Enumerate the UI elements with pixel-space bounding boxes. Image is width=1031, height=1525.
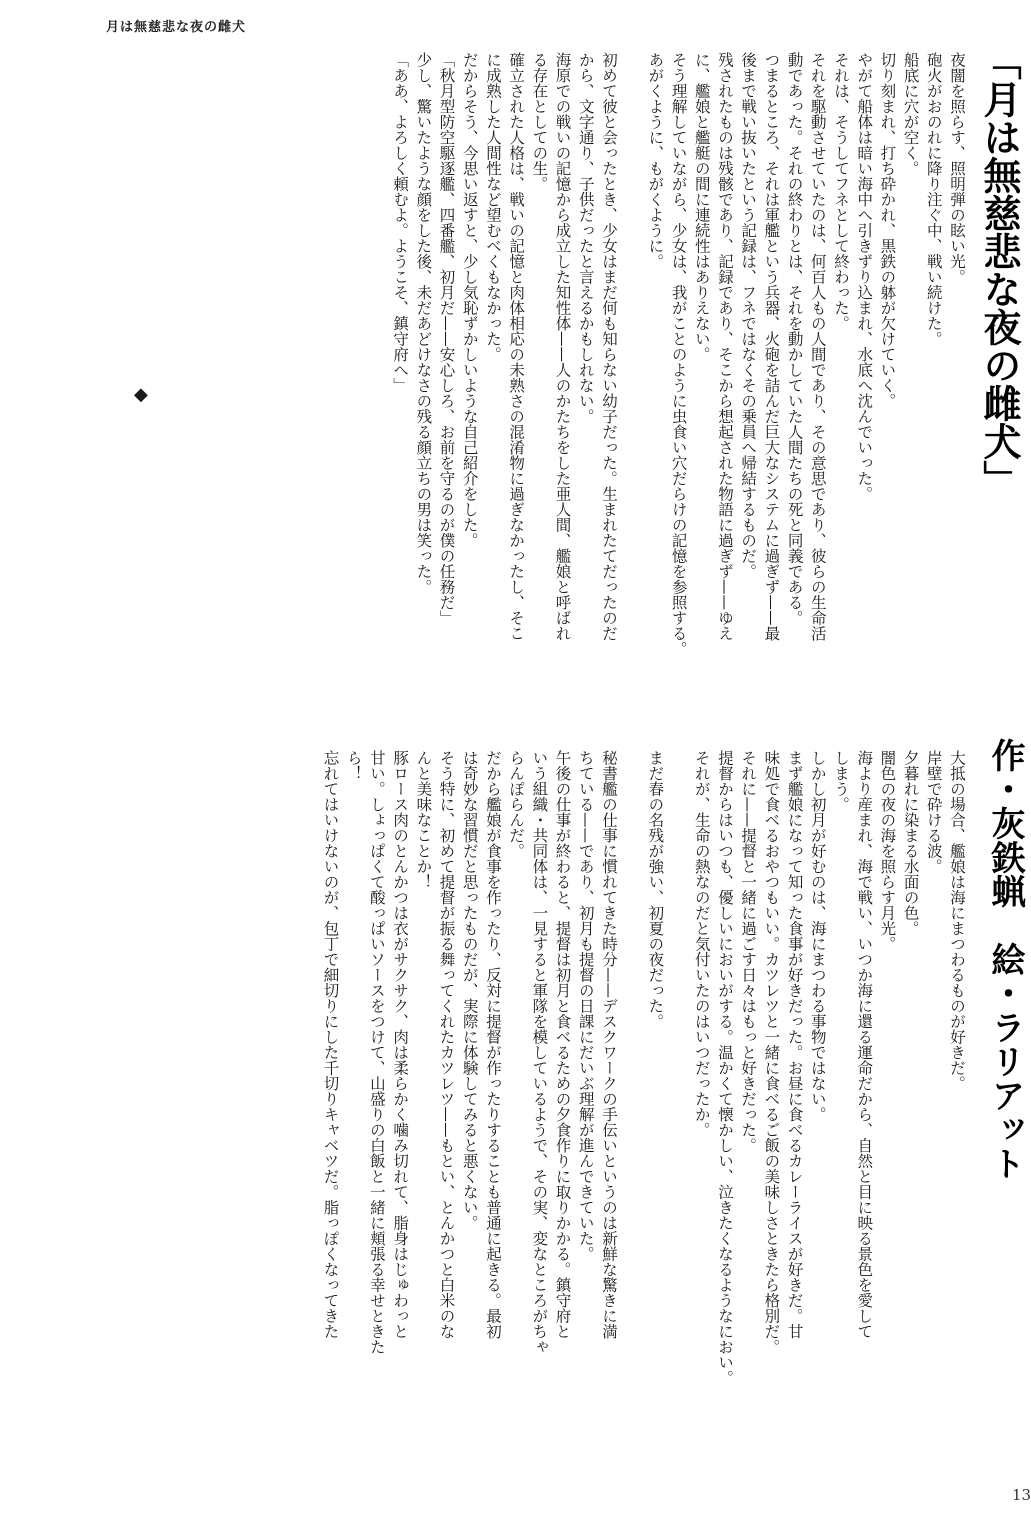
text-line: そう特に、初めて提督が振る舞ってくれたカツレツ——もとい、とんかつと白米のな bbox=[437, 750, 456, 1339]
text-line: る存在としての生。 bbox=[530, 52, 549, 192]
text-line: 少し、驚いたような顔をした後、未だあどけなさの残る顔立ちの男は笑った。 bbox=[414, 52, 433, 595]
text-line: 初めて彼と会ったとき、少女はまだ何も知らない幼子だった。生まれたてだったのだ bbox=[599, 52, 618, 641]
text-line: 砲火がおのれに降り注ぐ中、戦い続けた。 bbox=[924, 52, 943, 347]
text-line: 豚ロース肉のとんかつは衣がサクサク、肉は柔らかく噛み切れて、脂身はじゅわっと bbox=[391, 750, 410, 1339]
text-line: 夜闇を照らす、照明弾の眩い光。 bbox=[948, 52, 966, 285]
text-line: んと美味なことか！ bbox=[414, 750, 433, 890]
text-line: 船底に穴が空く。 bbox=[901, 52, 920, 176]
text-line: ら！ bbox=[344, 750, 363, 781]
text-line: 大抵の場合、艦娘は海にまつわるものが好きだ。 bbox=[948, 750, 966, 1091]
text-line: 動であった。それの終わりとは、それを動かしていた人間たちの死と同義である。 bbox=[785, 52, 804, 626]
paragraph-break bbox=[666, 750, 689, 1465]
text-line: 午後の仕事が終わると、提督は初月と食べるための夕食作りに取りかかる。鎮守府と bbox=[553, 750, 572, 1339]
text-line: 「ああ、よろしく頼むよ。ようこそ、鎮守府へ」 bbox=[391, 52, 410, 393]
text-line: は奇妙な習慣だと思ったものだが、実際に体験してみると悪くない。 bbox=[460, 750, 479, 1231]
text-line: 甘い。しょっぱくて酸っぱいソースをつけて、山盛りの白飯と一緒に頬張る幸せときた bbox=[367, 750, 386, 1355]
text-line: あがくように、もがくように。 bbox=[646, 52, 665, 269]
text-line: 切り刻まれ、打ち砕かれ、黒鉄の躰が欠けていく。 bbox=[878, 52, 897, 409]
text-line: らんぽらんだ。 bbox=[507, 750, 526, 859]
text-line: 海より産まれ、海で戦い、いつか海に還る運命だから、自然と目に映る景色を愛して bbox=[855, 750, 874, 1339]
text-line: それが、生命の熱なのだと気付いたのはいつだったか。 bbox=[692, 750, 711, 1138]
text-line: それを駆動させていたのは、何百人もの人間であり、その意思であり、彼らの生命活 bbox=[808, 52, 827, 641]
text-line: それは、そうしてフネとして終わった。 bbox=[831, 52, 850, 331]
text-line: いう組織・共同体は、一見すると軍隊を模しているようで、その実、変なところがちゃ bbox=[530, 750, 549, 1355]
author-illustrator-credit: 作・灰鉄蝋 絵・ラリアット bbox=[985, 738, 1025, 1180]
body-text-bottom bbox=[106, 750, 968, 1465]
text-line: だから艦娘が食事を作ったり、反対に提督が作ったりすることも普通に起きる。最初 bbox=[483, 750, 502, 1339]
text-line: つまるところ、それは軍艦という兵器、火砲を詰んだ巨大なシステムに過ぎず——最 bbox=[762, 52, 781, 641]
text-line: まず艦娘になって知った食事が好きだった。お昼に食べるカレーライスが好きだ。甘 bbox=[785, 750, 804, 1339]
text-line: しかし初月が好むのは、海にまつわる事物ではない。 bbox=[808, 750, 827, 1122]
page-number: 13 bbox=[1012, 1486, 1031, 1504]
story-title: 「月は無慈悲な夜の雌犬」 bbox=[977, 42, 1021, 498]
text-line: 提督からはいつも、優しいにおいがする。温かくて懐かしい、泣きたくなるようなにおい。 bbox=[715, 750, 734, 1386]
text-line: まだ春の名残が強い、初夏の夜だった。 bbox=[646, 750, 665, 1029]
text-line: 残されたものは残骸であり、記録であり、そこから想起された物語に過ぎず——ゆえ bbox=[715, 52, 734, 641]
text-line: 夕暮れに染まる水面の色。 bbox=[901, 750, 920, 936]
running-head: 月は無慈悲な夜の雌犬 bbox=[106, 20, 247, 35]
paragraph-break bbox=[620, 750, 643, 1465]
text-line: 味処で食べるおやつもいい。カツレツと一緒に食べるご飯の美味しさときたら格別だ。 bbox=[762, 750, 781, 1355]
text-line: 秘書艦の仕事に慣れてきた時分——デスクワークの手伝いというのは新鮮な驚きに満 bbox=[599, 750, 618, 1339]
paragraph-break bbox=[620, 52, 643, 710]
text-line: 「秋月型防空駆逐艦、四番艦、初月だ——安心しろ、お前を守るのが僕の任務だ」 bbox=[437, 52, 456, 626]
text-line: に、艦娘と艦艇の間に連続性はありえない。 bbox=[692, 52, 711, 362]
text-line: やがて船体は暗い海中へ引きずり込まれ、水底へ沈んでいった。 bbox=[855, 52, 874, 502]
text-line: それに——提督と一緒に過ごす日々はもっと好きだった。 bbox=[739, 750, 758, 1153]
text-line: 海原での戦いの記憶から成立した知性体——人のかたちをした亜人間、艦娘と呼ばれ bbox=[553, 52, 572, 641]
text-line: 後まで戦い抜いたという記録は、フネではなくその乗員へ帰結するものだ。 bbox=[739, 52, 758, 579]
section-divider-ornament: ◆ bbox=[134, 384, 148, 405]
text-line: そう理解していながら、少女は、我がことのように虫食い穴だらけの記憶を参照する。 bbox=[669, 52, 688, 657]
text-line: ちている——であり、初月も提督の日課にだいぶ理解が進んできていた。 bbox=[576, 750, 595, 1262]
text-line: に成熟した人間性など望むべくもなかった。 bbox=[483, 52, 502, 362]
text-line: 闇色の夜の海を照らす月光。 bbox=[878, 750, 897, 952]
text-line: 確立された人格は、戦いの記憶と肉体相応の未熟さの混淆物に過ぎなかったし、そこ bbox=[507, 52, 526, 641]
text-line: 忘れてはいけないのが、包丁で細切りにした千切りキャベツだ。脂っぽくなってきた bbox=[321, 750, 340, 1339]
text-line: から、文字通り、子供だったと言えるかもしれない。 bbox=[576, 52, 595, 424]
body-text-top bbox=[188, 52, 968, 710]
text-line: 岸壁で砕ける波。 bbox=[924, 750, 943, 874]
text-line: しまう。 bbox=[831, 750, 850, 812]
text-line: だからそう、今思い返すと、少し気恥ずかしいような自己紹介をした。 bbox=[460, 52, 479, 548]
